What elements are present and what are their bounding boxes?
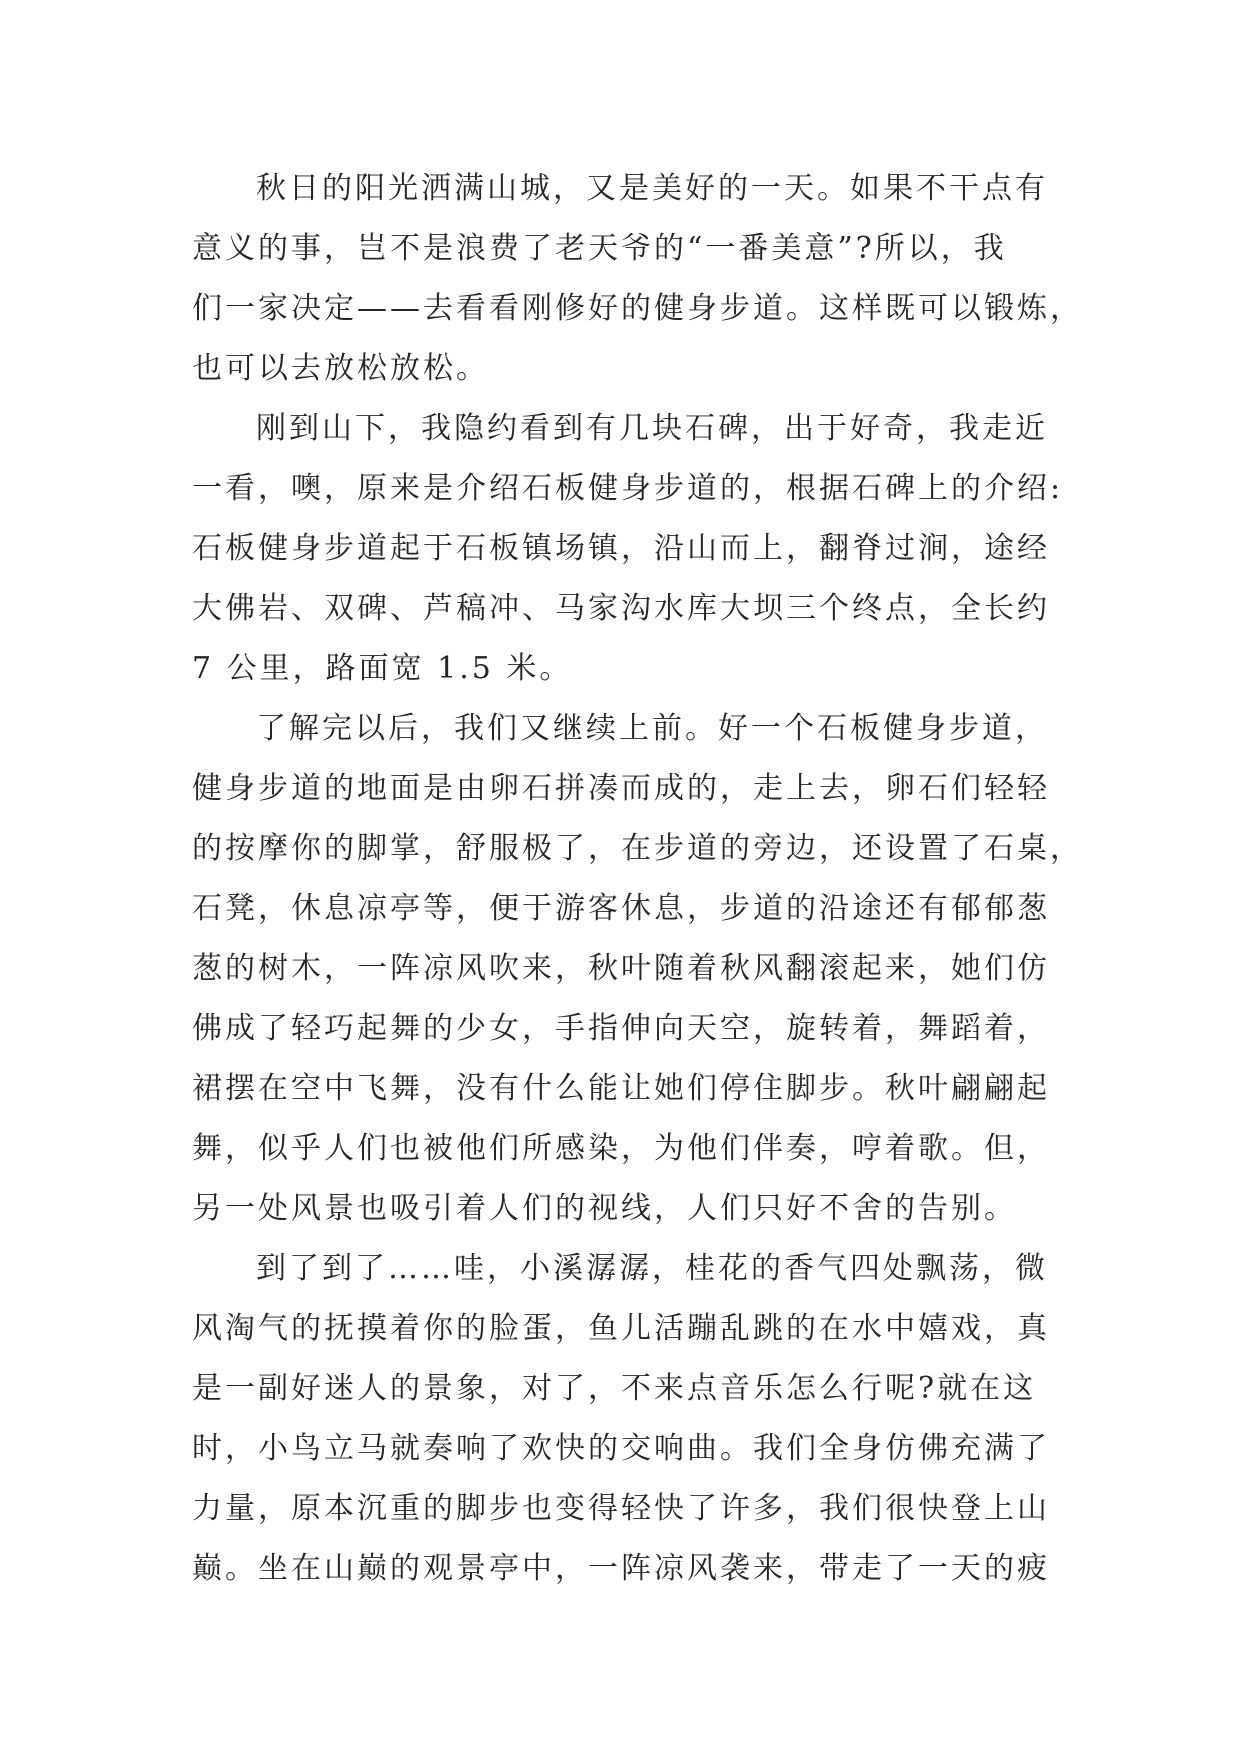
text-line: 佛成了轻巧起舞的少女，手指伸向天空，旋转着，舞蹈着， <box>192 1011 1050 1046</box>
text-line: 到了到了……哇，小溪潺潺，桂花的香气四处飘荡，微 <box>256 1251 1048 1286</box>
text-line: 另一处风景也吸引着人们的视线，人们只好不舍的告别。 <box>192 1191 1017 1226</box>
text-line: 秋日的阳光洒满山城，又是美好的一天。如果不干点有 <box>256 171 1048 206</box>
text-line: 了解完以后，我们又继续上前。好一个石板健身步道， <box>256 711 1048 746</box>
text-line: 7 公里，路面宽 1.5 米。 <box>192 651 573 686</box>
text-line: 健身步道的地面是由卵石拼凑而成的，走上去，卵石们轻轻 <box>192 771 1050 806</box>
text-line: 刚到山下，我隐约看到有几块石碑，出于好奇，我走近 <box>256 411 1048 446</box>
text-line: 意义的事，岂不是浪费了老天爷的“一番美意”?所以，我 <box>192 231 1007 266</box>
text-line: 力量，原本沉重的脚步也变得轻快了许多，我们很快登上山 <box>192 1491 1050 1526</box>
text-line: 时，小鸟立马就奏响了欢快的交响曲。我们全身仿佛充满了 <box>192 1431 1050 1466</box>
text-line: 舞，似乎人们也被他们所感染，为他们伴奏，哼着歌。但， <box>192 1131 1050 1166</box>
text-line: 也可以去放松放松。 <box>192 351 489 386</box>
text-line: 一看，噢，原来是介绍石板健身步道的，根据石碑上的介绍: <box>192 471 1064 506</box>
text-line: 风淘气的抚摸着你的脸蛋，鱼儿活蹦乱跳的在水中嬉戏，真 <box>192 1311 1050 1346</box>
text-line: 的按摩你的脚掌，舒服极了，在步道的旁边，还设置了石桌， <box>192 831 1083 866</box>
text-line: 巅。坐在山巅的观景亭中，一阵凉风袭来，带走了一天的疲 <box>192 1551 1050 1586</box>
text-line: 裙摆在空中飞舞，没有什么能让她们停住脚步。秋叶翩翩起 <box>192 1071 1050 1106</box>
text-line: 大佛岩、双碑、芦稿冲、马家沟水库大坝三个终点，全长约 <box>192 591 1050 626</box>
text-line: 石板健身步道起于石板镇场镇，沿山而上，翻脊过涧，途经 <box>192 531 1050 566</box>
text-line: 石凳，休息凉亭等，便于游客休息，步道的沿途还有郁郁葱 <box>192 891 1050 926</box>
body-text <box>192 159 1092 1599</box>
text-line: 们一家决定——去看看刚修好的健身步道。这样既可以锻炼， <box>192 291 1083 326</box>
text-line: 葱的树木，一阵凉风吹来，秋叶随着秋风翻滚起来，她们仿 <box>192 951 1050 986</box>
text-line: 是一副好迷人的景象，对了，不来点音乐怎么行呢?就在这 <box>192 1371 1037 1406</box>
